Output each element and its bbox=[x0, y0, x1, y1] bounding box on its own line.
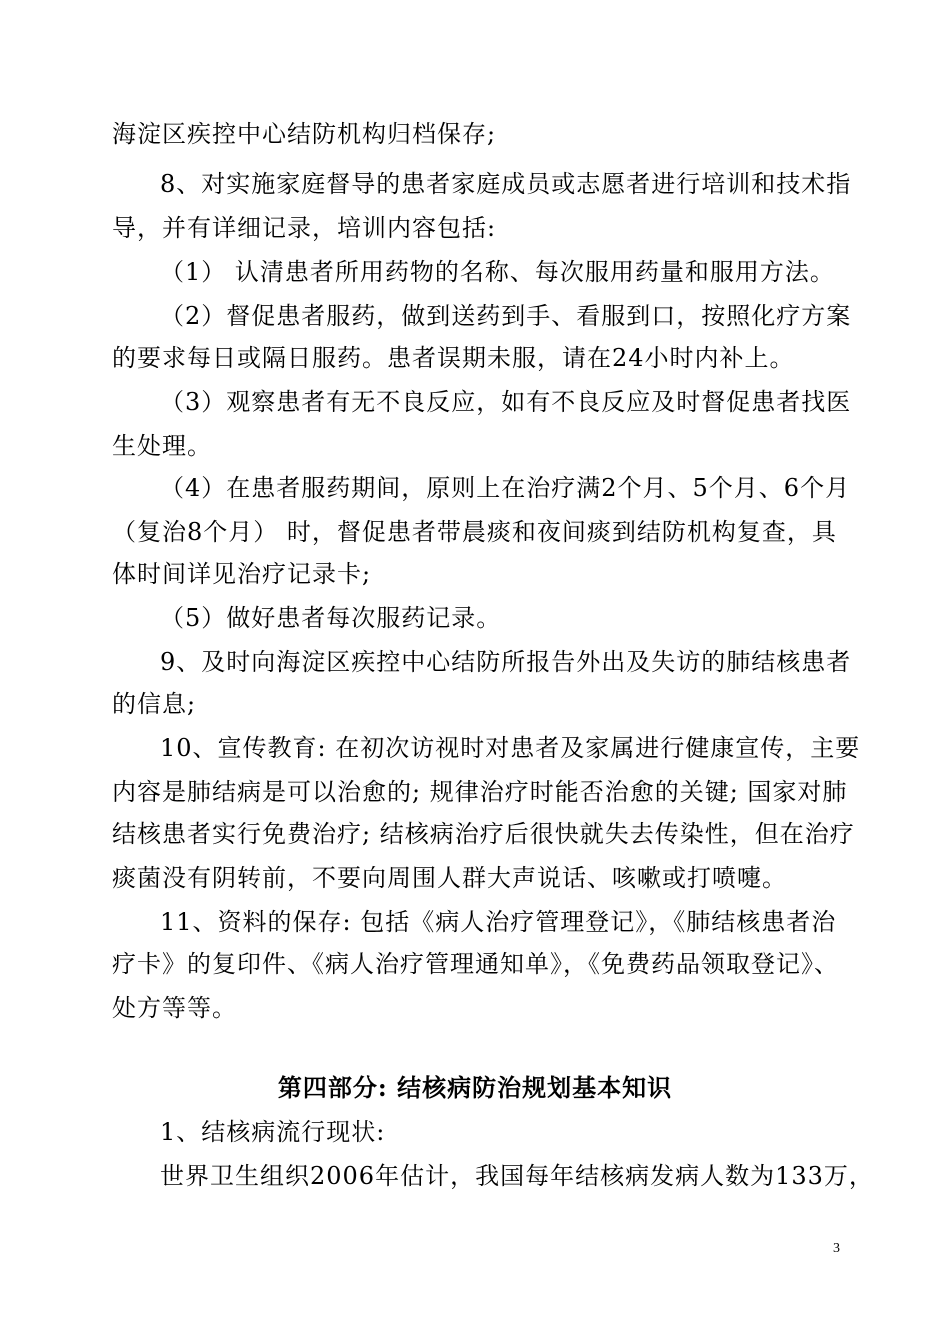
paragraph-line: 的信息; bbox=[112, 690, 197, 718]
paragraph-line: （4）在患者服药期间，原则上在治疗满2个月、5个月、6个月 bbox=[160, 474, 851, 502]
paragraph-line: 疗卡》的复印件、《病人治疗管理通知单》，《免费药品领取登记》、 bbox=[112, 950, 839, 978]
paragraph-line: 生处理。 bbox=[112, 432, 212, 460]
paragraph-line: 海淀区疾控中心结防机构归档保存; bbox=[112, 120, 497, 148]
paragraph-line: 9、及时向海淀区疾控中心结防所报告外出及失访的肺结核患者 bbox=[160, 648, 852, 676]
paragraph-line: 痰菌没有阴转前，不要向周围人群大声说话、咳嗽或打喷嚏。 bbox=[112, 864, 787, 892]
paragraph-line: 8、对实施家庭督导的患者家庭成员或志愿者进行培训和技术指 bbox=[160, 170, 852, 198]
page-number: 3 bbox=[833, 1241, 840, 1256]
paragraph-line: 11、资料的保存: 包括《病人治疗管理登记》，《肺结核患者治 bbox=[160, 908, 837, 936]
paragraph-line: （1） 认清患者所用药物的名称、每次服用药量和服用方法。 bbox=[160, 258, 835, 286]
paragraph-line: 10、宣传教育: 在初次访视时对患者及家属进行健康宣传，主要 bbox=[160, 734, 861, 762]
paragraph-line: （2）督促患者服药，做到送药到手、看服到口，按照化疗方案 bbox=[160, 302, 852, 330]
paragraph-line: 导，并有详细记录，培训内容包括: bbox=[112, 214, 497, 242]
paragraph-line: （复治8个月） 时，督促患者带晨痰和夜间痰到结防机构复查，具 bbox=[112, 518, 837, 546]
paragraph-line: 结核患者实行免费治疗; 结核病治疗后很快就失去传染性，但在治疗 bbox=[112, 820, 855, 848]
paragraph-line: 内容是肺结病是可以治愈的; 规律治疗时能否治愈的关键; 国家对肺 bbox=[112, 778, 848, 806]
paragraph-line: 1、结核病流行现状: bbox=[160, 1118, 386, 1146]
paragraph-line: 体时间详见治疗记录卡; bbox=[112, 560, 372, 588]
paragraph-line: 世界卫生组织2006年估计，我国每年结核病发病人数为133万， bbox=[160, 1162, 874, 1190]
section-heading: 第四部分: 结核病防治规划基本知识 bbox=[277, 1073, 673, 1102]
paragraph-line: （3）观察患者有无不良反应，如有不良反应及时督促患者找医 bbox=[160, 388, 852, 416]
paragraph-line: （5）做好患者每次服药记录。 bbox=[160, 604, 502, 632]
paragraph-line: 的要求每日或隔日服药。患者误期未服，请在24小时内补上。 bbox=[112, 344, 795, 372]
paragraph-line: 处方等等。 bbox=[112, 994, 237, 1022]
